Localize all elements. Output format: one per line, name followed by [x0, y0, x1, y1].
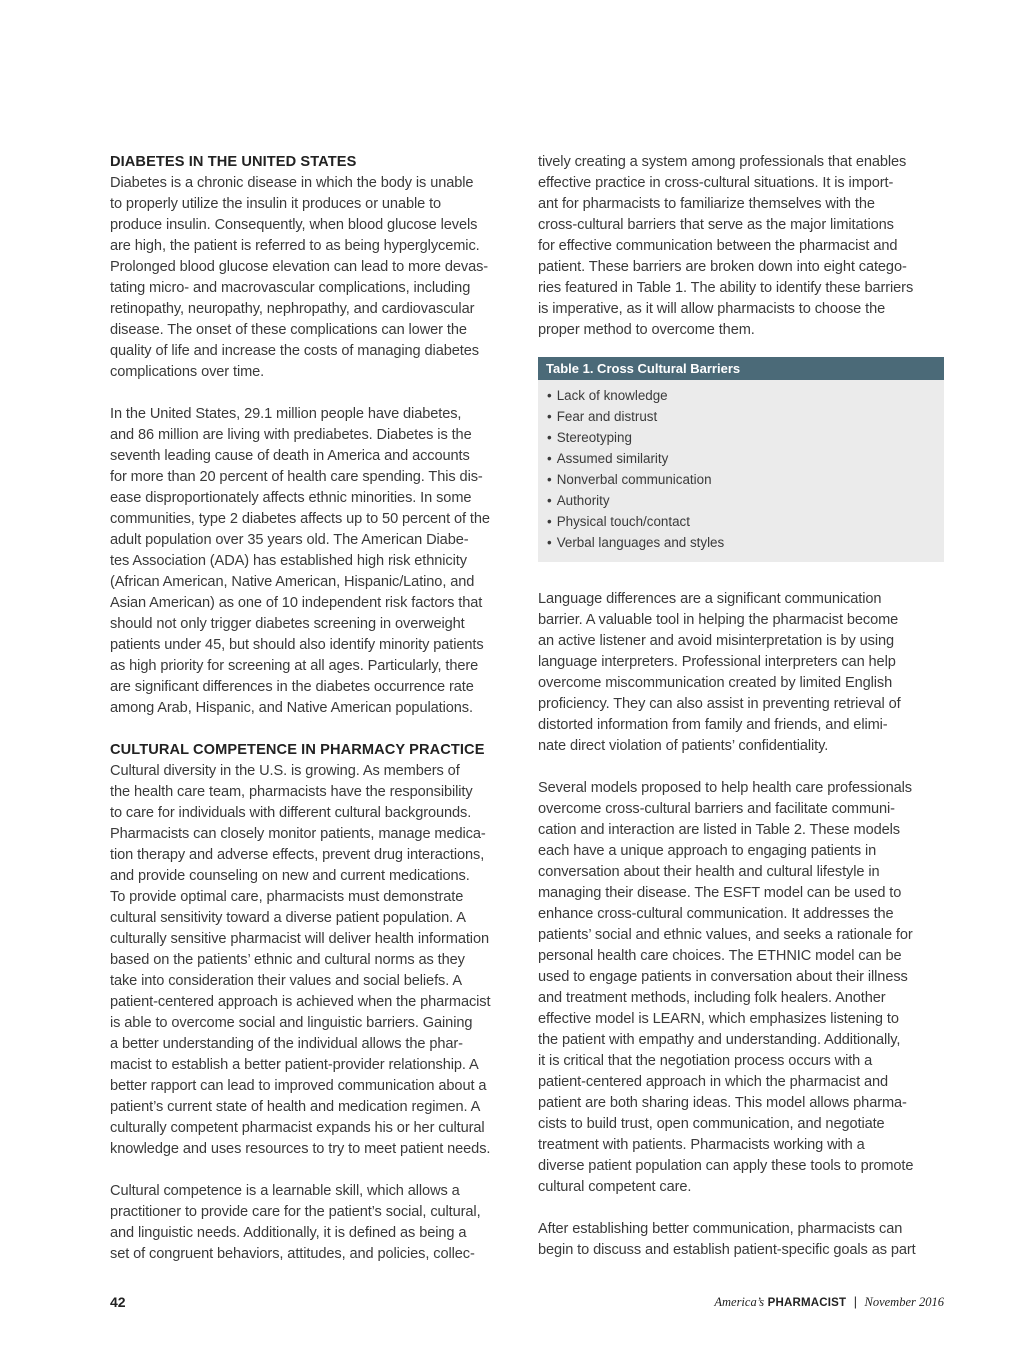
paragraph: Diabetes is a chronic disease in which the body is unable to properly utilize the insulin it produces or unable to produce insulin. Consequently, when blood glucose levels are high, the patient is referred to as being hyperglycemic. Prolonged blood glucose elevation can lead to more devas- tating micro- and macrovascular complications, including retinopathy, neuropathy, nephropathy, and cardiovascular disease. The onset of these complications can lower the quality of life and increase the costs of managing diabetes complications over time.: [110, 175, 489, 380]
paragraph: Cultural competence is a learnable skill, which allows a practitioner to provide care for the patient’s social, cultural, and linguistic needs. Additionally, it is defined as being a set of congruent behaviors, attitudes, and policies, collec-: [110, 1183, 481, 1262]
list-item: • Verbal languages and styles: [547, 532, 944, 553]
section-heading-diabetes: DIABETES IN THE UNITED STATES: [110, 154, 357, 170]
footer-separator: |: [853, 1295, 858, 1309]
magazine-prefix: America’s: [714, 1295, 765, 1309]
list-item: • Authority: [547, 490, 944, 511]
table-cross-cultural-barriers: [538, 357, 944, 562]
list-item: • Fear and distrust: [547, 406, 944, 427]
list-item: • Nonverbal communication: [547, 469, 944, 490]
right-column: [538, 152, 946, 1261]
paragraph: After establishing better communication, pharmacists can begin to discuss and establish patient-specific goals as part: [538, 1221, 916, 1258]
section-heading-cultural-competence: CULTURAL COMPETENCE IN PHARMACY PRACTICE: [110, 742, 485, 758]
list-item: • Assumed similarity: [547, 448, 944, 469]
list-item: • Physical touch/contact: [547, 511, 944, 532]
page-number: 42: [110, 1294, 126, 1310]
paragraph: Cultural diversity in the U.S. is growing. As members of the health care team, pharmacists have the responsibility to care for individuals with different cultural backgrounds. Pharmacists can closely monitor patients, manage medica- tion therapy and adverse effects, prevent drug interactions, and provide counseling on new and current medications. To provide optimal care, pharmacists must demonstrate cultural sensitivity toward a diverse patient population. A culturally sensitive pharmacist will deliver health information based on the patients’ ethnic and cultural norms as they take into consideration their values and social beliefs. A patient-centered approach is achieved when the pharmacist is able to overcome social and linguistic barriers. Gaining a better understanding of the individual allows the phar- macist to establish a better patient-provider relationship. A better rapport can lead to improved communication about a patient’s current state of health and medication regimen. A culturally competent pharmacist expands his or her cultural knowledge and uses resources to try to meet patient needs.: [110, 763, 491, 1157]
issue-date: November 2016: [864, 1295, 944, 1309]
left-column: [110, 152, 522, 1265]
paragraph: In the United States, 29.1 million people have diabetes, and 86 million are living with prediabetes. Diabetes is the seventh leading cause of death in America and accounts for more than 20 percent of health care spending. This dis- ease disproportionately affects ethnic minorities. In some communities, type 2 diabetes affects up to 50 percent of the adult population over 35 years old. The American Diabe- tes Association (ADA) has established high risk ethnicity (African American, Native American, Hispanic/Latino, and Asian American) as one of 10 independent risk factors that should not only trigger diabetes screening in overweight patients under 45, but should also identify minority patients as high priority for screening at all ages. Particularly, there are significant differences in the diabetes occurrence rate among Arab, Hispanic, and Native American populations.: [110, 406, 490, 716]
paragraph: tively creating a system among professionals that enables effective practice in cross-cultural situations. It is import- ant for pharmacists to familiarize themselves with the cross-cultural barriers that serve as the major limitations for effective communication between the pharmacist and patient. These barriers are broken down into eight catego- ries featured in Table 1. The ability to identify these barriers is imperative, as it will allow pharmacists to choose the proper method to overcome them.: [538, 154, 914, 338]
magazine-brand: PHARMACIST: [767, 1297, 847, 1309]
list-item: • Stereotyping: [547, 427, 944, 448]
paragraph: Several models proposed to help health care professionals overcome cross-cultural barriers and facilitate communi- cation and interaction are listed in Table 2. These models each have a unique approach to engaging patients in conversation about their health and cultural lifestyle in managing their disease. The ESFT model can be used to enhance cross-cultural communication. It addresses the patients’ social and ethnic values, and seeks a rationale for personal health care choices. The ETHNIC model can be used to engage patients in conversation about their illness and treatment methods, including folk healers. Another effective model is LEARN, which emphasizes listening to the patient with empathy and understanding. Additionally, it is critical that the negotiation process occurs with a patient-centered approach in which the pharmacist and patient are both sharing ideas. This model allows pharma- cists to build trust, open communication, and negotiate treatment with patients. Pharmacists working with a diverse patient population can apply these tools to promote cultural competent care.: [538, 780, 914, 1195]
paragraph: Language differences are a significant communication barrier. A valuable tool in helping the pharmacist become an active listener and avoid misinterpretation is by using language interpreters. Professional interpreters can help overcome miscommunication created by limited English proficiency. They can also assist in preventing retrieval of distorted information from family and friends, and elimi- nate direct violation of patients’ confidentiality.: [538, 591, 901, 754]
table-title: Table 1. Cross Cultural Barriers: [538, 357, 944, 380]
table-list: [538, 380, 944, 562]
running-footer: [714, 1295, 944, 1310]
list-item: • Lack of knowledge: [547, 385, 944, 406]
